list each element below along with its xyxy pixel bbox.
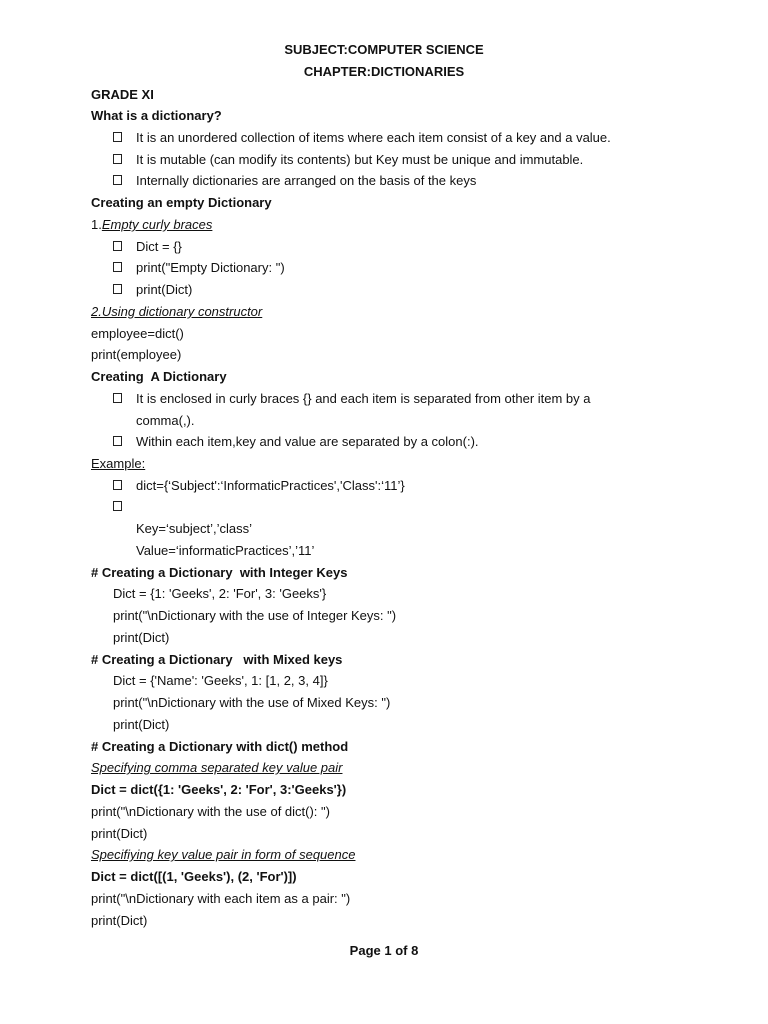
subheading-sequence: Specifiying key value pair in form of sequence [91, 847, 356, 862]
heading-empty-dictionary: Creating an empty Dictionary [91, 195, 272, 210]
value-line: Value=‘informaticPractices’,’11’ [136, 543, 315, 558]
code-line: print(employee) [91, 347, 182, 362]
method1-bullet-2: print("Empty Dictionary: ") [0, 258, 768, 278]
code-line: print(Dict) [91, 826, 148, 841]
bullet-box-icon [113, 436, 122, 446]
code-line: print(Dict) [91, 913, 148, 928]
bullet-box-icon [113, 480, 122, 490]
code-line: Dict = dict({1: 'Geeks', 2: 'For', 3:'Geeks'}) [91, 782, 347, 797]
heading-integer-keys: # Creating a Dictionary with Integer Keys [91, 565, 348, 580]
code-line: Dict = {'Name': 'Geeks', 1: [1, 2, 3, 4]} [113, 673, 328, 688]
code-line: print("\nDictionary with the use of Mixed Keys: ") [113, 695, 391, 710]
intro-bullet-3: Internally dictionaries are arranged on the basis of the keys [0, 171, 768, 191]
create-bullet-1-continued: comma(,). [136, 413, 195, 428]
bullet-box-icon [113, 393, 122, 403]
create-bullet-2: Within each item,key and value are separated by a colon(:). [0, 432, 768, 452]
grade-label: GRADE XI [91, 87, 154, 102]
code-line: print(Dict) [113, 630, 170, 645]
heading-mixed-keys: # Creating a Dictionary with Mixed keys [91, 652, 343, 667]
bullet-box-icon [113, 284, 122, 294]
code-line: employee=dict() [91, 326, 184, 341]
key-line: Key=‘subject’,’class’ [136, 521, 252, 536]
heading-creating-dictionary: Creating A Dictionary [91, 369, 227, 384]
method2-title: 2.Using dictionary constructor [91, 304, 263, 319]
page-number: Page 1 of 8 [349, 943, 419, 958]
bullet-box-icon [113, 175, 122, 185]
code-line: print("\nDictionary with the use of Integer Keys: ") [113, 608, 397, 623]
bullet-box-icon [113, 154, 122, 164]
code-line: print("\nDictionary with the use of dict(): ") [91, 804, 330, 819]
code-line: Dict = {1: 'Geeks', 2: 'For', 3: 'Geeks'} [113, 586, 327, 601]
code-line: Dict = dict([(1, 'Geeks'), (2, 'For')]) [91, 869, 297, 884]
bullet-box-icon [113, 241, 122, 251]
bullet-box-icon [113, 132, 122, 142]
example-bullet: dict={‘Subject':‘InformaticPractices','Class':‘11’} [0, 476, 768, 496]
heading-dict-method: # Creating a Dictionary with dict() method [91, 739, 349, 754]
code-line: print("\nDictionary with each item as a pair: ") [91, 891, 351, 906]
subject-title: SUBJECT:COMPUTER SCIENCE [284, 42, 484, 57]
method1-title: 1.Empty curly braces [91, 217, 213, 232]
method1-bullet-3: print(Dict) [0, 280, 768, 300]
bullet-box-icon [113, 501, 122, 511]
intro-bullet-2: It is mutable (can modify its contents) but Key must be unique and immutable. [0, 150, 768, 170]
create-bullet-1: It is enclosed in curly braces {} and each item is separated from other item by a [0, 389, 768, 409]
intro-bullet-1: It is an unordered collection of items where each item consist of a key and a value. [0, 128, 768, 148]
bullet-box-icon [113, 262, 122, 272]
empty-bullet [0, 497, 768, 517]
heading-what-is-dictionary: What is a dictionary? [91, 108, 222, 123]
example-label: Example: [91, 456, 146, 471]
method1-bullet-1: Dict = {} [0, 237, 768, 257]
code-line: print(Dict) [113, 717, 170, 732]
chapter-title: CHAPTER:DICTIONARIES [303, 64, 465, 79]
subheading-comma-separated: Specifying comma separated key value pair [91, 760, 343, 775]
